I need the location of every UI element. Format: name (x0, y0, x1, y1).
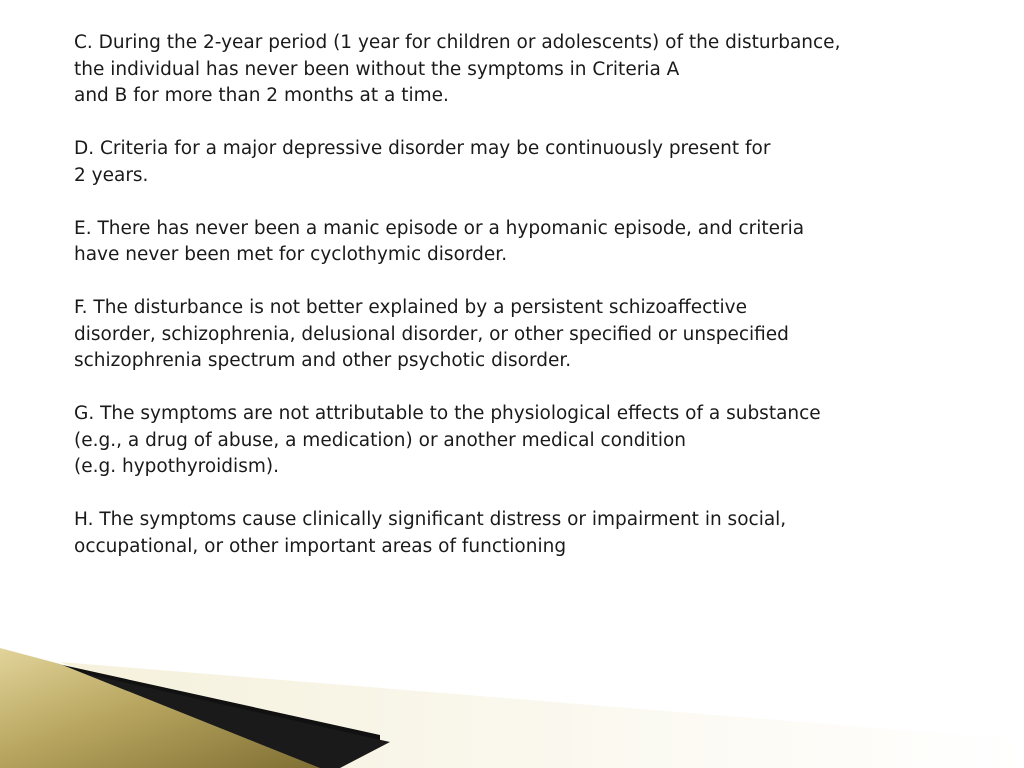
criterion-c-line-3: and B for more than 2 months at a time. (74, 85, 449, 106)
criterion-f (74, 295, 974, 375)
criteria-text-block (74, 30, 974, 587)
criterion-c (74, 30, 974, 110)
criterion-f-line-1: F. The disturbance is not better explained by a persistent schizoaffective (74, 297, 747, 318)
criterion-d-line-2: 2 years. (74, 164, 149, 186)
criterion-e-line-2: have never been met for cyclothymic disorder. (74, 244, 508, 265)
criterion-h-line-2: occupational, or other important areas of functioning (74, 535, 567, 557)
criterion-h-line-1: H. The symptoms cause clinically significant distress or impairment in social, (74, 509, 787, 530)
criterion-d (74, 136, 974, 189)
criterion-f-line-2: disorder, schizophrenia, delusional disorder, or other specified or unspecified (74, 323, 789, 345)
criterion-g-line-3: (e.g. hypothyroidism). (74, 456, 279, 477)
criterion-e (74, 216, 974, 269)
gold-wedge (0, 648, 320, 768)
criterion-c-line-1: C. During the 2-year period (1 year for children or adolescents) of the disturbance, (74, 32, 841, 53)
criterion-c-line-2: the individual has never been without the symptoms in Criteria A (74, 58, 680, 80)
criterion-g-line-2: (e.g., a drug of abuse, a medication) or another medical condition (74, 429, 687, 451)
criterion-f-line-3: schizophrenia spectrum and other psychotic disorder. (74, 350, 572, 371)
black-stripe (40, 660, 380, 745)
criterion-h (74, 507, 974, 560)
criterion-g (74, 401, 974, 481)
cream-stripe (60, 662, 1024, 768)
criterion-g-line-1: G. The symptoms are not attributable to the physiological effects of a substance (74, 403, 821, 424)
black-stripe-tail (60, 668, 390, 768)
criterion-d-line-1: D. Criteria for a major depressive disorder may be continuously present for (74, 138, 771, 159)
criterion-e-line-1: E. There has never been a manic episode or a hypomanic episode, and criteria (74, 217, 805, 239)
